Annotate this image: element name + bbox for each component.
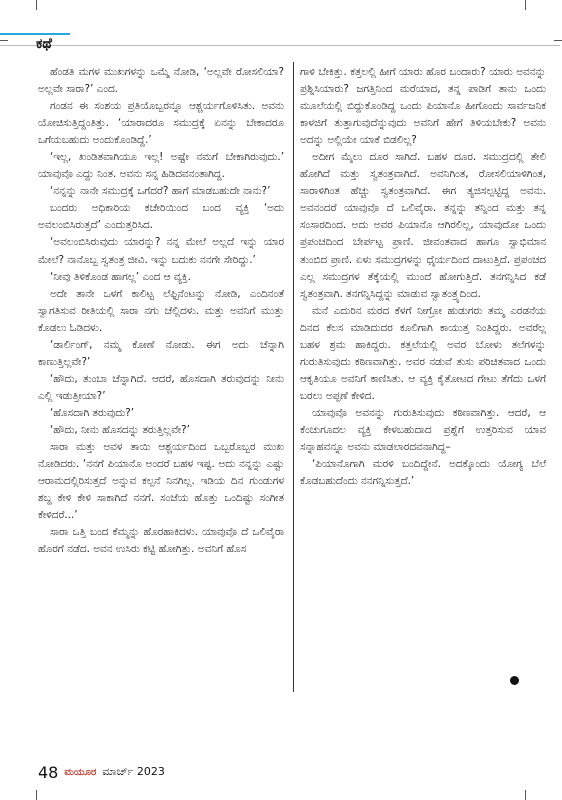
crop-mark <box>0 40 8 41</box>
paragraph: ಸಾರಾ ಮತ್ತು ಅವಳ ತಾಯಿ ಆಶ್ಚರ್ಯದಿಂದ ಒಬ್ಬರೊಬ್ಬರ ಮುಖ ನೋಡಿದರು. ‘ನನಗೆ ಪಿಯಾನೊ ಅಂದರೆ ಬಹಳ ಇಷ್ಟ. ಅದು ನನ್ನನ್ನು ಎಷ್ಟು ಆರಾಮದಲ್ಲಿರಿಸುತ್ತದೆ ಅನ್ನುವ ಕಲ್ಪನೆ ನಿನಗಿಲ್ಲ. ಇಡಿಯ ದಿನ ಗುಂಡುಗಳ ಶಬ್ದ ಕೇಳಿ ಕೇಳಿ ಸಾಕಾಗಿದೆ ನನಗೆ. ಸಂಜೆಯ ಹೊತ್ತು ಒಂದಿಷ್ಟು ಸಂಗೀತ ಕೇಳಿದರೆ...’ <box>38 441 284 522</box>
paragraph: ‘ಇಲ್ಲ, ಖಂಡಿತವಾಗಿಯೂ ಇಲ್ಲ! ಅಷ್ಟೇ ನಮಗೆ ಬೇಕಾಗಿರುವುದು.’ ಯಾವುವೊ ಎದ್ದು ನಿಂತ. ಅವನು ಸನ್ನ ಹಿಡಿದವನಂತಾಗಿದ್ದ. <box>38 151 284 181</box>
paragraph: ‘ನನ್ನನ್ನು ನಾನೇ ಸಮುದ್ರಕ್ಕೆ ಒಗೆದರೆ? ಹಾಗೆ ಮಾಡಬಹುದೇ ನಾನು?’ <box>50 185 271 198</box>
end-mark-icon <box>510 676 519 685</box>
paragraph: ಅದೇ ತಾನೇ ಒಳಗೆ ಕಾಲಿಟ್ಟ ಲೆಫ್ಟಿನೆಂಟನ್ನು ನೋಡಿ, ಎಂದಿನಂತೆ ಸ್ವಾಗತಿಸುವ ರೀತಿಯಲ್ಲಿ ಸಾರಾ ನಗು ಚೆಲ್ಲಿದಳು. ಮತ್ತು ಅವನಿಗೆ ಮುತ್ತು ಕೊಡಲು ಓಡಿದಳು. <box>38 287 284 334</box>
paragraph: ‘ಹೌದು, ತುಂಬಾ ಚೆನ್ನಾಗಿದೆ. ಆದರೆ, ಹೊಸದಾಗಿ ತರುವುದನ್ನು ನೀನು ಎಲ್ಲಿ ಇಡುತ್ತೀಯಾ?’ <box>38 372 284 402</box>
header-accent-rule <box>0 33 70 35</box>
paragraph: ‘ಹೌದು, ನೀನು ಹೊಸದನ್ನು ತರುತ್ತಿಲ್ಲವೇ?’ <box>50 423 190 436</box>
right-column <box>300 64 546 490</box>
magazine-logo: ಮಯೂರ <box>64 766 97 778</box>
paragraph: ಸಾರಾ ಒತ್ತಿ ಬಂದ ಕೆಮ್ಮನ್ನು ಹೊರಹಾಕಿದಳು. ಯಾವುವೊ ದೆ ಒಲಿವೈರಾ ಹೊರಗೆ ನಡೆದ. ಅವನ ಉಸಿರು ಕಟ್ಟಿ ಹೋಗಿತ್ತು. ಅವನಿಗೆ ಹೊಸ <box>38 526 284 556</box>
issue-date: ಮಾರ್ಚ್ 2023 <box>102 765 165 778</box>
paragraph: ಗಾಳಿ ಬೇಕಿತ್ತು. ಕತ್ತಲಲ್ಲಿ ಹೀಗೆ ಯಾರು ಹೊರ ಬಂದಾರು? ಯಾರು ಅವನನ್ನು ಪ್ರಶ್ನಿಸಿಯಾರು? ಜಗತ್ತಿನಿಂದ ಮರೆಯಾದ, ತನ್ನ ಪಾಡಿಗೆ ತಾನು ಒಂದು ಮೂಲೆಯಲ್ಲಿ ಬಿದ್ದುಕೊಂಡಿದ್ದ ಒಂದು ಪಿಯಾನೊ ಹೀಗೊಂದು ಸಾರ್ವಜನಿಕ ಕಾಳಜಿಗೆ ತುತ್ತಾಗುವುದೆನ್ನುವುದು ಅವನಿಗೆ ಹೇಗೆ ತಿಳಿಯಬೇಕು? ಅವನು ಅದನ್ನು ಅಲ್ಲಿಯೇ ಯಾಕೆ ಬಿಡಲಿಲ್ಲ? <box>300 66 546 147</box>
paragraph: ಹೆಂಡತಿ ಮಗಳ ಮುಖಗಳನ್ನು ಒಮ್ಮೆ ನೋಡಿ, ‘ಅಲ್ಲವೇ ರೋಸಲಿಯಾ? ಅಲ್ಲವೇ ಸಾರಾ?’ ಎಂದ. <box>38 66 284 96</box>
crop-mark <box>36 790 37 800</box>
paragraph: ಬಂದರು ಅಧಿಕಾರಿಯ ಕಚೇರಿಯಿಂದ ಬಂದ ವ್ಯಕ್ತಿ ‘ಅದು ಅವಲಂಬಿಸಿರುತ್ತದೆ’ ಎಂದುತ್ತರಿಸಿದ. <box>38 202 284 232</box>
paragraph: ಮನೆ ಎದುರಿನ ಮರದ ಕೆಳಗೆ ನೀಗ್ರೋ ಹುಡುಗರು ತಮ್ಮ ಎರಡನೆಯ ದಿನದ ಕೆಲಸ ಮಾಡಿದುದರ ಕೂಲಿಗಾಗಿ ಕಾಯುತ್ತ ನಿಂತಿದ್ದರು. ಅವರೆಲ್ಲ ಬಹಳ ಶ್ರಮ ಹಾಕಿದ್ದರು. ಕತ್ತಲೆಯಲ್ಲಿ ಅವರ ಬೋಳು ತಲೆಗಳನ್ನು ಗುರುತಿಸುವುದು ಕಠಿಣವಾಗಿತ್ತು. ಅವರ ನಡುವೆ ತುಸು ಪರಿಚಿತವಾದ ಒಂದು ಆಕೃತಿಯೂ ಅವನಿಗೆ ಕಾಣಿಸಿತು. ಆ ವ್ಯಕ್ತಿ ಕೈತೋಟದ ಗೇಟು ತೆಗೆದು ಒಳಗೆ ಬರಲು ಅಪ್ಪಣೆ ಕೇಳಿದ. <box>300 304 546 402</box>
column-divider <box>293 62 294 692</box>
paragraph: ಗಂಡನ ಈ ಸಂಶಯ ಪ್ರತಿಯೊಬ್ಬರನ್ನೂ ಆಶ್ಚರ್ಯಗೊಳಿಸಿತು. ಅವನು ಯೋಚಿಸುತ್ತಿದ್ದಂತಿತ್ತು. ‘ಯಾರಾದರೂ ಸಮುದ್ರಕ್ಕೆ ಏನನ್ನು ಬೇಕಾದರೂ ಒಗೆಯಬಹುದು ಅಂದುಕೊಂಡಿದ್ದೆ.’ <box>38 100 284 147</box>
crop-mark <box>36 0 37 10</box>
paragraph: ‘ಹೊಸದಾಗಿ ತರುವುದು?’ <box>50 406 135 419</box>
crop-mark <box>525 0 526 10</box>
paragraph: ‘ನೀವು ತಿಳಿಕೊಂಡ ಹಾಗಲ್ಲ’ ಎಂದ ಆ ವ್ಯಕ್ತಿ. <box>50 270 191 283</box>
page-footer <box>38 762 165 782</box>
paragraph: ‘ಡಾರ್ಲಿಂಗ್, ನಮ್ಮ ಕೋಣೆ ನೋಡು. ಈಗ ಅದು ಚೆನ್ನಾಗಿ ಕಾಣುತ್ತಿಲ್ಲವೇ?’ <box>38 338 284 368</box>
header-rule <box>0 45 560 46</box>
paragraph: ಅದೀಗ ಮೈಲು ದೂರ ಸಾಗಿದೆ. ಬಹಳ ದೂರ. ಸಮುದ್ರದಲ್ಲಿ ತೇಲಿ ಹೋಗಿದೆ ಮತ್ತು ಸ್ವತಂತ್ರವಾಗಿದೆ. ಅವನಿಗಿಂತ, ರೋಸಲಿಯಾಳಿಗಿಂತ, ಸಾರಾಳಿಗಿಂತ ಹೆಚ್ಚು ಸ್ವತಂತ್ರವಾಗಿದೆ. ಈಗ ತ್ಯಜಿಸಲ್ಪಟ್ಟಿದ್ದ ಅವನು. ಅವನಂದರೆ ಯಾವುವೊ ದೆ ಒಲಿವೈರಾ. ತನ್ನನ್ನು ತನ್ನಿಂದ ಮತ್ತು ತನ್ನ ಸಂಸಾರದಿಂದ. ಅದು ಅವರ ಪಿಯಾನೊ ಆಗಿರಲಿಲ್ಲ, ಯಾವುದೋ ಒಂದು ಪ್ರಪಂಚದಿಂದ ಬೇರ್ಪಟ್ಟ ಪ್ರಾಣಿ. ಜೀವಂತವಾದ ಹಾಗೂ ಸ್ವಾಭಿಮಾನ ತುಂಬಿದ ಪ್ರಾಣಿ. ಏಳು ಸಮುದ್ರಗಳನ್ನು ಧೈರ್ಯದಿಂದ ದಾಟುತ್ತಿದೆ. ಪ್ರಪಂಚದ ಎಲ್ಲ ಸಮುದ್ರಗಳ ತೆಕ್ಕೆಯಲ್ಲಿ ಮುಂದೆ ಹೋಗುತ್ತಿದೆ. ತನಗನ್ನಿಸಿದ ಕಡೆ ಸ್ವತಂತ್ರವಾಗಿ. ತನಗನ್ನಿಸಿದ್ದನ್ನು ಮಾಡುವ ಸ್ವಾತಂತ್ರ್ಯದಿಂದ. <box>300 151 546 300</box>
crop-mark <box>525 790 526 800</box>
paragraph: ‘ಪಿಯಾನೊಗಾಗಿ ಮರಳಿ ಬಂದಿದ್ದೇನೆ. ಅದಕ್ಕೊಂದು ಯೋಗ್ಯ ಬೆಲೆ ಕೊಡಬಹುದೆಂದು ನನಗನ್ನಿಸುತ್ತದೆ.’ <box>300 458 546 488</box>
left-column <box>38 64 284 558</box>
paragraph: ‘ಅವಲಂಬಿಸಿರುವುದು ಯಾರನ್ನು? ನನ್ನ ಮೇಲೆ ಅಲ್ಲದೆ ಇನ್ನು ಯಾರ ಮೇಲೆ? ನಾನೊಬ್ಬ ಸ್ವತಂತ್ರ ಜೀವಿ. ಇನ್ನು ಬದುಕು ನನಗೇ ಸೇರಿದ್ದು.’ <box>38 236 284 266</box>
section-label: ಕಥೆ <box>36 36 52 52</box>
crop-mark <box>554 40 562 41</box>
page-number: 48 <box>38 762 59 782</box>
paragraph: ಯಾವುವೊ ಅವನನ್ನು ಗುರುತಿಸುವುದು ಕಠಿಣವಾಗಿತ್ತು. ಆದರೆ, ಆ ಕೆಂಚುಗೂದಲ ವ್ಯಕ್ತಿ ಕೇಳಬಹುದಾದ ಪ್ರಶ್ನೆಗೆ ಉತ್ತರಿಸುವ ಯಾವ ಸನ್ನಾಹವನ್ನೂ ಅವನು ಮಾಡಲಾರದವನಾಗಿದ್ದ– <box>300 406 546 454</box>
